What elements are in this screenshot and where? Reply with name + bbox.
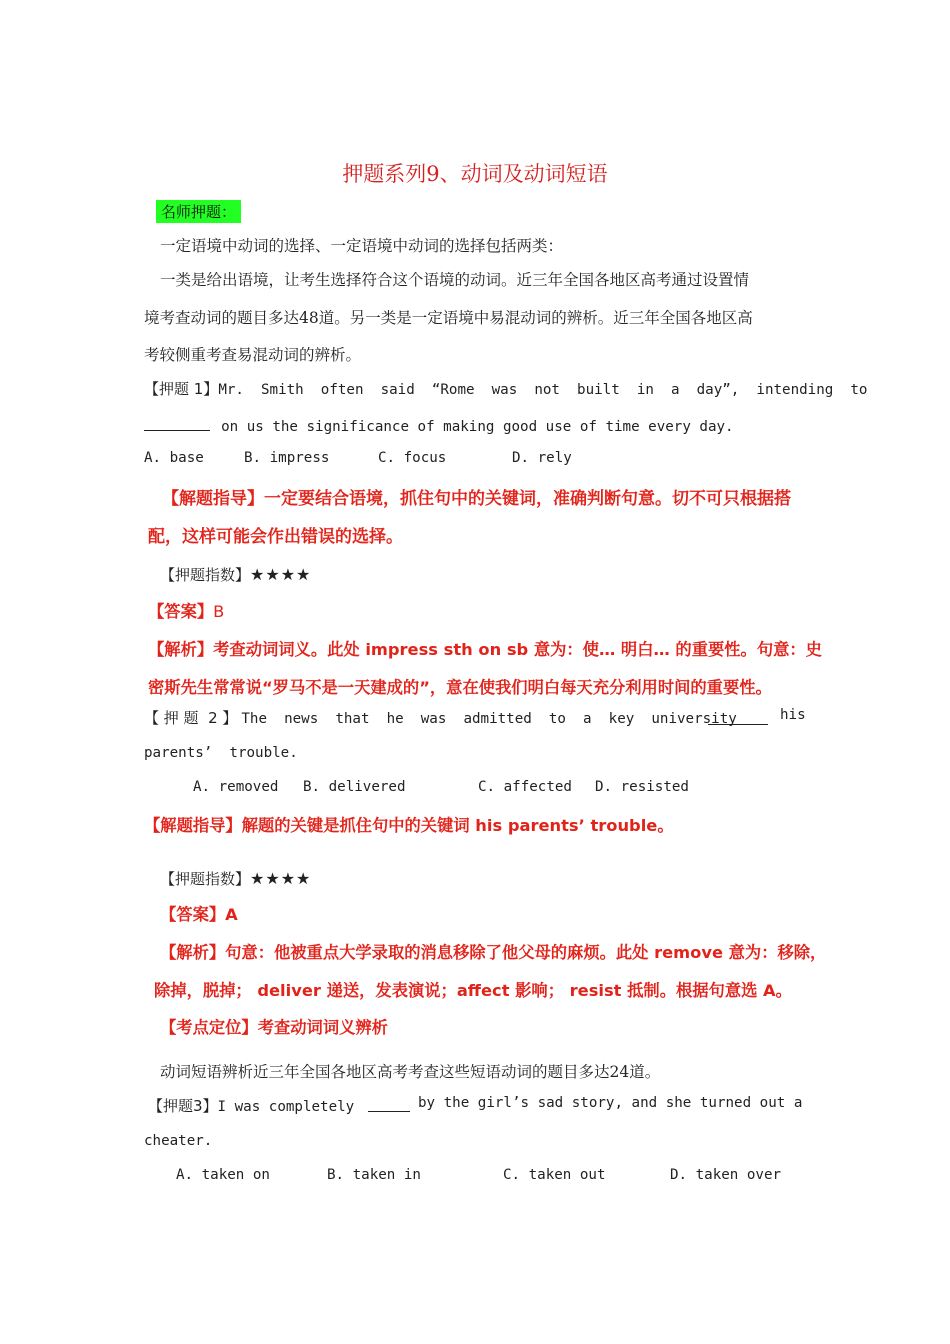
intro-line-1: 一定语境中动词的选择、一定语境中动词的选择包括两类： [160, 237, 564, 255]
q2-answer-label: 【答案】 [160, 905, 226, 924]
q3-blank [368, 1097, 410, 1112]
q1-line-1 [144, 378, 867, 399]
q1-guide-2: 配，这样可能会作出错误的选择。 [148, 527, 403, 547]
q1-blank [144, 416, 210, 431]
q2-stars: ★★★★ [250, 869, 312, 888]
q3-text-2: cheater. [144, 1133, 213, 1149]
phrase-intro: 动词短语辨析近三年全国各地区高考考查这些短语动词的题目多达24道。 [160, 1063, 661, 1081]
q1-stars: ★★★★ [250, 565, 312, 584]
q2-point: 【考点定位】考查动词词义辨析 [160, 1018, 388, 1037]
q1-answer-value: B [213, 602, 225, 621]
q1-answer-label: 【答案】 [148, 602, 214, 621]
q1-analysis-2: 密斯先生常常说“罗马不是一天建成的”，意在使我们明白每天充分利用时间的重要性。 [148, 678, 772, 697]
q2-text-1-end: his [780, 707, 806, 723]
q2-option-a: A. removed [193, 779, 279, 795]
q1-option-d: D. rely [512, 450, 572, 466]
q3-text-1a: I was completely [217, 1099, 355, 1115]
q1-option-c: C. focus [378, 450, 447, 466]
q3-label: 【押题3】 [148, 1097, 218, 1115]
intro-line-2: 一类是给出语境，让考生选择符合这个语境的动词。近三年全国各地区高考通过设置情 [160, 271, 750, 289]
q2-option-c: C. affected [478, 779, 572, 795]
section-tag: 名师押题： [156, 200, 241, 223]
q3-option-d: D. taken over [670, 1167, 782, 1183]
q2-analysis-1: 【解析】句意：他被重点大学录取的消息移除了他父母的麻烦。此处 remove 意为：移除， [160, 943, 827, 962]
q1-guide-1: 【解题指导】一定要结合语境，抓住句中的关键词，准确判断句意。切不可只根据搭 [162, 489, 791, 509]
q2-answer [160, 901, 238, 925]
q2-label: 【 押 题 2 】 [144, 709, 238, 727]
q1-index-label: 【押题指数】 [160, 566, 251, 584]
q2-text-1: The news that he was admitted to a key university [241, 711, 737, 727]
q2-index [160, 868, 311, 889]
q1-analysis-1: 【解析】考查动词词义。此处 impress sth on sb 意为：使… 明白… 的重要性。句意：史 [148, 640, 822, 659]
q2-guide: 【解题指导】解题的关键是抓住句中的关键词 his parents’ trouble。 [144, 816, 674, 835]
q2-option-d: D. resisted [595, 779, 689, 795]
q1-text-1: Mr. Smith often said “Rome was not built in a day”, intending to [218, 382, 868, 398]
q2-analysis-2: 除掉，脱掉； deliver 递送，发表演说；affect 影响； resist 抵制。根据句意选 A。 [154, 981, 792, 1000]
q1-answer [148, 598, 224, 622]
q3-option-a: A. taken on [176, 1167, 270, 1183]
q1-text-2: on us the significance of making good use of time every day. [221, 419, 734, 435]
q2-blank [708, 710, 768, 725]
q3-option-b: B. taken in [327, 1167, 421, 1183]
q2-option-b: B. delivered [303, 779, 406, 795]
intro-line-4: 考较侧重考查易混动词的辨析。 [144, 346, 362, 364]
page-title: 押题系列9、动词及动词短语 [342, 162, 608, 186]
q2-index-label: 【押题指数】 [160, 870, 251, 888]
q1-line-2 [144, 416, 734, 435]
q2-line-1 [144, 707, 737, 728]
q1-option-a: A. base [144, 450, 204, 466]
q3-option-c: C. taken out [503, 1167, 606, 1183]
q3-text-1b: by the girl’s sad story, and she turned out a [418, 1095, 803, 1111]
q1-option-b: B. impress [244, 450, 330, 466]
q2-text-2: parents’ trouble. [144, 745, 298, 761]
q1-label: 【押题 1】 [144, 380, 219, 398]
q2-answer-value: A [225, 905, 238, 924]
intro-line-3: 境考查动词的题目多达48道。另一类是一定语境中易混动词的辨析。近三年全国各地区高 [144, 309, 753, 327]
q1-index [160, 564, 311, 585]
q3-line-1 [148, 1095, 354, 1116]
